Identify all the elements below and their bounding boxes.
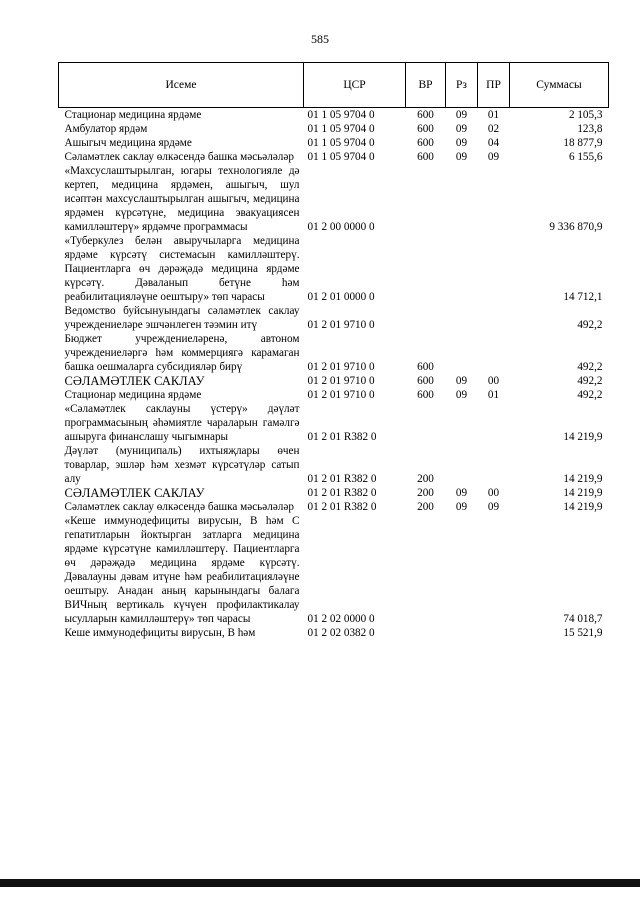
cell-vr: 600 — [417, 361, 434, 373]
budget-table — [58, 62, 609, 640]
cell-pr: 01 — [487, 109, 500, 121]
cell-vr: 600 — [417, 109, 434, 121]
cell-rz: 09 — [455, 151, 468, 163]
cell-sum: 14 712,1 — [563, 291, 603, 303]
table-body — [59, 108, 609, 641]
cell-rz — [446, 234, 478, 304]
cell-sum: 492,2 — [577, 389, 603, 401]
cell-name: СӘЛАМӘТЛЕК САКЛАУ — [64, 486, 205, 500]
cell-vr: 200 — [417, 487, 434, 499]
header-csr: ЦСР — [304, 63, 406, 108]
cell-pr: 09 — [487, 151, 500, 163]
cell-vr: 600 — [417, 389, 434, 401]
cell-pr: 04 — [487, 137, 500, 149]
cell-rz: 09 — [455, 389, 468, 401]
cell-name: Стационар медицина ярдәме — [64, 109, 202, 121]
cell-rz: 09 — [455, 137, 468, 149]
cell-name: «Кеше иммунодефициты вирусын, В һәм С гепатитларын йоктырган затларга медицина ярдәме күрсәтүне камилләштерү. Пациентларга өч дәрәҗәдә медицина ярдәме күрсәтү. Дәвалауны дәвам итүне һәм реабилитацияләүне оештыру. Анадан аның карынындагы балага ВИЧның вертикаль күчүен профилактикалау ысулларын камилләштерү» төп чарасы — [64, 515, 300, 625]
cell-name: СӘЛАМӘТЛЕК САКЛАУ — [64, 374, 205, 388]
cell-name: «Махсуслаштырылган, югары технологияле дә кертеп, медицина ярдәмен, ашыгыч, шул исәптән махсуслаштырылган ашыгыч, медицина ярдәмен күрсәтүне, медицина эвакуациясен камилләштерү» ярдәмче программасы — [64, 165, 300, 233]
cell-pr: 00 — [487, 487, 500, 499]
table-row — [59, 332, 609, 374]
cell-csr: 01 2 01 9710 0 — [307, 361, 375, 373]
header-name: Исеме — [59, 63, 304, 108]
cell-sum: 2 105,3 — [568, 109, 603, 121]
table-row — [59, 500, 609, 514]
cell-csr: 01 2 01 R382 0 — [307, 431, 377, 443]
cell-pr: 09 — [487, 501, 500, 513]
cell-name: Кеше иммунодефициты вирусын, В һәм — [64, 627, 256, 639]
header-sum: Суммасы — [510, 63, 609, 108]
cell-rz: 09 — [455, 487, 468, 499]
cell-rz — [446, 304, 478, 332]
cell-rz — [446, 444, 478, 486]
cell-vr: 200 — [417, 501, 434, 513]
table-row — [59, 122, 609, 136]
cell-sum: 74 018,7 — [563, 613, 603, 625]
cell-csr: 01 1 05 9704 0 — [307, 137, 375, 149]
cell-sum: 15 521,9 — [563, 627, 603, 639]
cell-csr: 01 2 02 0000 0 — [307, 613, 375, 625]
cell-vr — [406, 402, 446, 444]
cell-name: Бюджет учреждениеләренә, автоном учреждениеләргә һәм коммерциягә карамаган башка оешмаларга субсидияләр бирү — [64, 333, 300, 373]
cell-vr — [406, 164, 446, 234]
cell-rz: 09 — [455, 501, 468, 513]
cell-name: Сәламәтлек саклау өлкәсендә башка мәсьәләләр — [64, 501, 294, 513]
cell-vr — [406, 234, 446, 304]
cell-sum: 14 219,9 — [563, 473, 603, 485]
cell-pr: 00 — [487, 375, 500, 387]
table-row — [59, 514, 609, 626]
header-pr: ПР — [478, 63, 510, 108]
cell-pr: 02 — [487, 123, 500, 135]
table-row — [59, 164, 609, 234]
cell-rz — [446, 402, 478, 444]
cell-sum: 123,8 — [577, 123, 603, 135]
table-row — [59, 108, 609, 123]
cell-vr — [406, 514, 446, 626]
cell-vr: 200 — [417, 473, 434, 485]
cell-pr — [478, 626, 510, 640]
cell-csr: 01 2 01 R382 0 — [307, 501, 377, 513]
table-header-row — [59, 63, 609, 108]
cell-name: Ашыгыч медицина ярдәме — [64, 137, 192, 149]
cell-rz: 09 — [455, 123, 468, 135]
header-rz: Рз — [446, 63, 478, 108]
table-row — [59, 444, 609, 486]
cell-csr: 01 2 01 R382 0 — [307, 487, 377, 499]
cell-vr: 600 — [417, 151, 434, 163]
cell-csr: 01 2 01 9710 0 — [307, 389, 375, 401]
cell-vr — [406, 626, 446, 640]
cell-vr: 600 — [417, 375, 434, 387]
cell-vr: 600 — [417, 137, 434, 149]
cell-vr: 600 — [417, 123, 434, 135]
cell-rz — [446, 332, 478, 374]
table-row — [59, 402, 609, 444]
cell-pr — [478, 402, 510, 444]
cell-pr: 01 — [487, 389, 500, 401]
table-row — [59, 388, 609, 402]
cell-csr: 01 2 01 9710 0 — [307, 375, 375, 387]
cell-pr — [478, 444, 510, 486]
cell-pr — [478, 514, 510, 626]
cell-sum: 18 877,9 — [563, 137, 603, 149]
cell-csr: 01 1 05 9704 0 — [307, 151, 375, 163]
header-vr: ВР — [406, 63, 446, 108]
cell-sum: 14 219,9 — [563, 487, 603, 499]
table-row — [59, 150, 609, 164]
table-row — [59, 486, 609, 500]
table-row — [59, 136, 609, 150]
cell-vr — [406, 304, 446, 332]
cell-name: «Сәламәтлек саклауны үстерү» дәүләт программасының әһәмиятле чараларын гамәлгә ашыруга финанслашу чыгымнары — [64, 403, 300, 443]
cell-rz — [446, 514, 478, 626]
table-row — [59, 304, 609, 332]
cell-name: Сәламәтлек саклау өлкәсендә башка мәсьәләләр — [64, 151, 294, 163]
table-row — [59, 626, 609, 640]
cell-rz — [446, 164, 478, 234]
table-row — [59, 234, 609, 304]
cell-name: Дәүләт (муниципаль) ихтыяҗлары өчен товарлар, эшләр һәм хезмәт күрсәтүләр сатып алу — [64, 445, 300, 485]
cell-csr: 01 2 01 0000 0 — [307, 291, 375, 303]
cell-sum: 492,2 — [577, 361, 603, 373]
cell-csr: 01 2 01 9710 0 — [307, 319, 375, 331]
cell-csr: 01 2 02 0382 0 — [307, 627, 375, 639]
page-number: 585 — [311, 32, 329, 46]
cell-name: «Туберкулез белән авыручыларга медицина ярдәме күрсәтү системасын камилләштерү. Пациентларга өч дәрәҗәдә медицина ярдәме күрсәтү. Дәваланып бетүне һәм реабилитацияләүне оештыру» төп чарасы — [64, 235, 300, 303]
cell-pr — [478, 164, 510, 234]
cell-sum: 14 219,9 — [563, 501, 603, 513]
cell-name: Стационар медицина ярдәме — [64, 389, 202, 401]
table-row — [59, 374, 609, 388]
cell-csr: 01 1 05 9704 0 — [307, 109, 375, 121]
cell-rz: 09 — [455, 375, 468, 387]
cell-name: Амбулатор ярдәм — [64, 123, 148, 135]
cell-rz — [446, 626, 478, 640]
cell-pr — [478, 234, 510, 304]
cell-csr: 01 1 05 9704 0 — [307, 123, 375, 135]
cell-sum: 492,2 — [577, 375, 603, 387]
cell-csr: 01 2 01 R382 0 — [307, 473, 377, 485]
cell-csr: 01 2 00 0000 0 — [307, 221, 375, 233]
scan-edge-bar — [0, 879, 640, 887]
cell-sum: 14 219,9 — [563, 431, 603, 443]
cell-pr — [478, 332, 510, 374]
cell-sum: 492,2 — [577, 319, 603, 331]
cell-rz: 09 — [455, 109, 468, 121]
cell-name: Ведомство буйсынуындагы сәламәтлек саклау учреждениеләре эшчәнлеген тәэмин итү — [64, 305, 300, 331]
cell-pr — [478, 304, 510, 332]
cell-sum: 9 336 870,9 — [549, 221, 603, 233]
cell-sum: 6 155,6 — [568, 151, 603, 163]
